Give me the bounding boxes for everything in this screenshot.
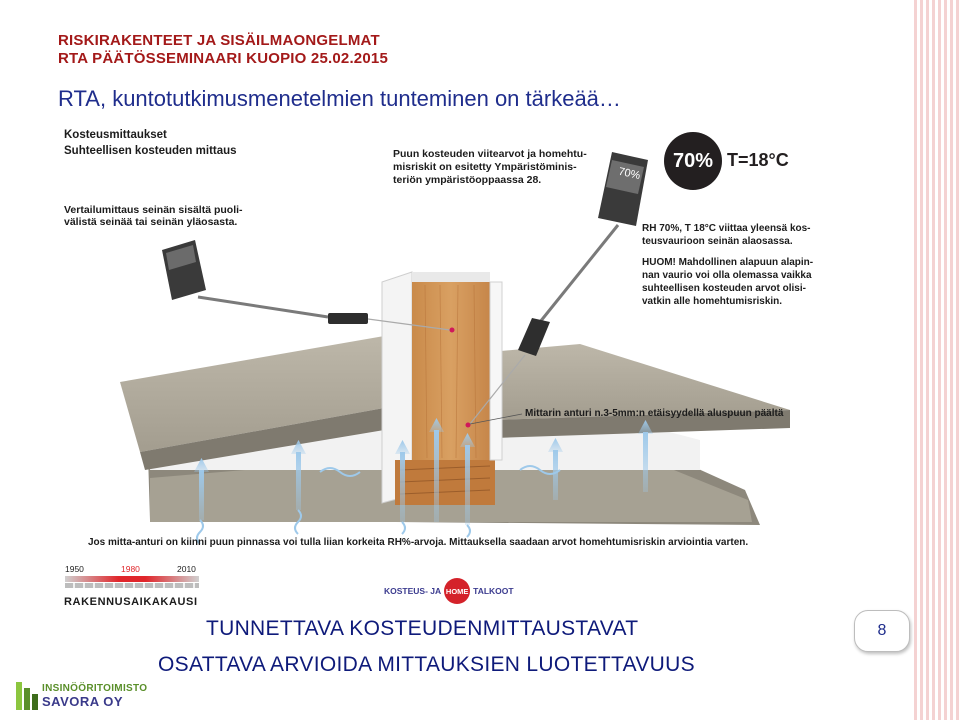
header-line-2: RTA PÄÄTÖSSEMINAARI KUOPIO 25.02.2015 <box>58 50 388 67</box>
footer-statement-2: OSATTAVA ARVIOIDA MITTAUKSIEN LUOTETTAVUUS <box>158 653 695 676</box>
timeline-year-1980: 1980 <box>121 564 140 574</box>
timeline-bar <box>65 576 199 582</box>
header-line-1: RISKIRAKENTEET JA SISÄILMAONGELMAT <box>58 32 380 49</box>
savora-logo <box>16 682 147 710</box>
timeline-year-2010: 2010 <box>177 564 196 574</box>
timeline-label: RAKENNUSAIKAKAUSI <box>64 596 198 608</box>
left-note-line-1: Vertailumittaus seinän sisältä puoli- <box>64 204 243 216</box>
temperature-label: T=18°C <box>727 150 789 170</box>
top-note-line-3: teriön ympäristöoppaassa 28. <box>393 174 542 186</box>
logo-left-text: KOSTEUS- JA <box>384 586 442 596</box>
kosteus-home-talkoot-logo <box>384 578 514 604</box>
top-note-line-1: Puun kosteuden viitearvot ja homehtu- <box>393 148 587 160</box>
right-note-2-line-3: suhteellisen kosteuden arvot olisi- <box>642 283 806 294</box>
footer-statement-1: TUNNETTAVA KOSTEUDENMITTAUSTAVAT <box>206 617 639 640</box>
figure-section-subtitle: Suhteellisen kosteuden mittaus <box>64 145 237 157</box>
page-number: 8 <box>854 610 910 652</box>
right-note-2-line-2: nan vaurio voi olla olemassa vaikka <box>642 270 812 281</box>
right-note-1-line-1: RH 70%, T 18°C viittaa yleensä kos- <box>642 223 811 234</box>
logo-home-text: HOME <box>445 586 469 596</box>
logo-right-text: TALKOOT <box>473 586 514 596</box>
right-note-2-line-4: vatkin alle homehtumisriskin. <box>642 296 783 307</box>
savora-mark-icon <box>16 682 38 710</box>
wooden-stud <box>412 282 490 460</box>
rh-value-circle: 70% <box>664 132 722 190</box>
right-note-2-line-1: HUOM! Mahdollinen alapuun alapin- <box>642 257 814 268</box>
company-line-2: SAVORA OY <box>42 694 124 709</box>
bottom-note: Jos mitta-anturi on kiinni puun pinnassa voi tulla liian korkeita RH%-arvoja. Mittauksella saadaan arvot homehtumisriskin arviointia varten. <box>88 537 749 548</box>
slide-title: RTA, kuntotutkimusmenetelmien tunteminen on tärkeää… <box>58 86 621 111</box>
company-line-1: INSINÖÖRITOIMISTO <box>42 683 148 694</box>
timeline-year-1950: 1950 <box>65 564 84 574</box>
home-house-icon <box>444 578 470 604</box>
left-note-line-2: välistä seinää tai seinän yläosasta. <box>64 216 238 228</box>
meter-display: 70% <box>617 165 642 183</box>
top-note-line-2: misriskit on esitetty Ympäristöminis- <box>393 161 577 173</box>
right-note-1-line-2: teusvaurioon seinän alaosassa. <box>642 236 793 247</box>
figure-section-title: Kosteusmittaukset <box>64 129 167 141</box>
sensor-distance-note: Mittarin anturi n.3-5mm:n etäisyydellä aluspuun päältä <box>525 408 784 419</box>
decorative-stripe <box>914 0 960 720</box>
